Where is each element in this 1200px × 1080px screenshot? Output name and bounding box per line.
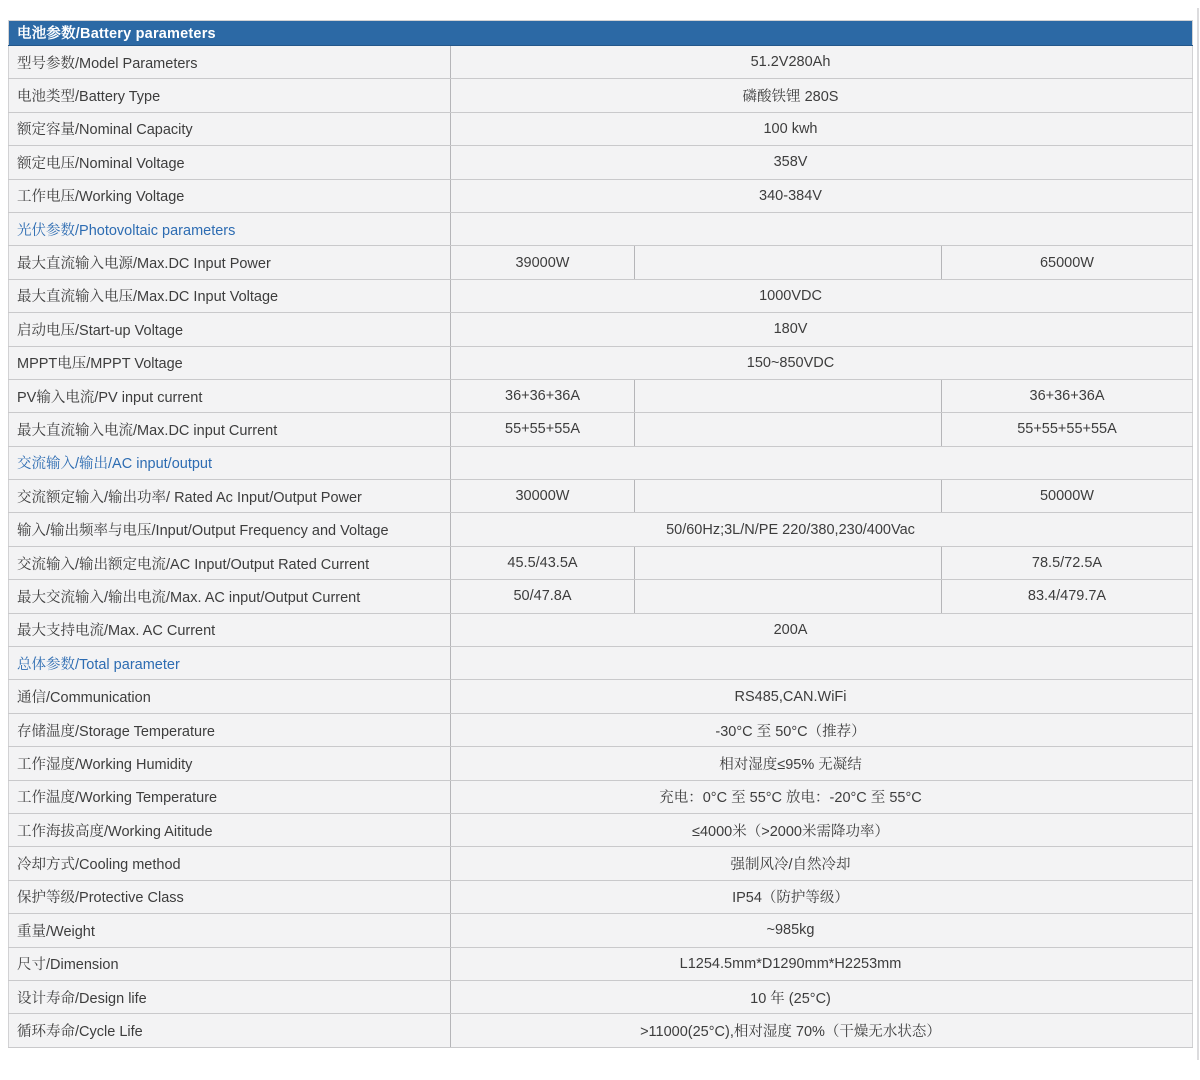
spec-value: 51.2V280Ah bbox=[451, 46, 1193, 79]
spec-value-left: 50/47.8A bbox=[451, 580, 635, 613]
spec-value-right: 83.4/479.7A bbox=[942, 580, 1193, 613]
spec-row bbox=[9, 580, 1193, 613]
spec-value: 10 年 (25°C) bbox=[451, 980, 1193, 1013]
spec-label: 输入/输出频率与电压/Input/Output Frequency and Voltage bbox=[9, 513, 451, 546]
spec-value-middle bbox=[635, 546, 942, 579]
spec-value-right: 78.5/72.5A bbox=[942, 546, 1193, 579]
spec-row bbox=[9, 413, 1193, 446]
spec-label: MPPT电压/MPPT Voltage bbox=[9, 346, 451, 379]
spec-row bbox=[9, 46, 1193, 79]
section-spacer bbox=[451, 647, 1193, 680]
spec-value-left: 36+36+36A bbox=[451, 379, 635, 412]
spec-row bbox=[9, 780, 1193, 813]
spec-row bbox=[9, 546, 1193, 579]
table-header-row bbox=[9, 21, 1193, 46]
spec-row bbox=[9, 179, 1193, 212]
spec-value-right: 50000W bbox=[942, 480, 1193, 513]
spec-row bbox=[9, 1014, 1193, 1047]
spec-value: 150~850VDC bbox=[451, 346, 1193, 379]
spec-value: 1000VDC bbox=[451, 279, 1193, 312]
spec-row bbox=[9, 379, 1193, 412]
spec-value-left: 30000W bbox=[451, 480, 635, 513]
spec-value: ~985kg bbox=[451, 914, 1193, 947]
spec-label: 最大直流输入电源/Max.DC Input Power bbox=[9, 246, 451, 279]
spec-value-middle bbox=[635, 379, 942, 412]
spec-label: 最大支持电流/Max. AC Current bbox=[9, 613, 451, 646]
spec-value: 100 kwh bbox=[451, 112, 1193, 145]
spec-value: IP54（防护等级） bbox=[451, 880, 1193, 913]
spec-row bbox=[9, 513, 1193, 546]
section-row bbox=[9, 446, 1193, 479]
spec-value-middle bbox=[635, 480, 942, 513]
spec-row bbox=[9, 747, 1193, 780]
spec-row bbox=[9, 346, 1193, 379]
spec-label: 工作温度/Working Temperature bbox=[9, 780, 451, 813]
spec-value-middle bbox=[635, 246, 942, 279]
spec-label: PV输入电流/PV input current bbox=[9, 379, 451, 412]
spec-value: L1254.5mm*D1290mm*H2253mm bbox=[451, 947, 1193, 980]
spec-label: 冷却方式/Cooling method bbox=[9, 847, 451, 880]
section-label: 总体参数/Total parameter bbox=[9, 647, 451, 680]
spec-value: 强制风冷/自然冷却 bbox=[451, 847, 1193, 880]
spec-value: 磷酸铁锂 280S bbox=[451, 79, 1193, 112]
spec-row bbox=[9, 947, 1193, 980]
spec-value: 358V bbox=[451, 146, 1193, 179]
spec-label: 额定电压/Nominal Voltage bbox=[9, 146, 451, 179]
spec-value-right: 55+55+55+55A bbox=[942, 413, 1193, 446]
spec-row bbox=[9, 813, 1193, 846]
spec-row bbox=[9, 146, 1193, 179]
spec-label: 最大直流输入电压/Max.DC Input Voltage bbox=[9, 279, 451, 312]
spec-label: 额定容量/Nominal Capacity bbox=[9, 112, 451, 145]
table-title: 电池参数/Battery parameters bbox=[9, 21, 1193, 46]
spec-value: 充电：0°C 至 55°C 放电：-20°C 至 55°C bbox=[451, 780, 1193, 813]
spec-label: 尺寸/Dimension bbox=[9, 947, 451, 980]
spec-value: 50/60Hz;3L/N/PE 220/380,230/400Vac bbox=[451, 513, 1193, 546]
spec-label: 工作湿度/Working Humidity bbox=[9, 747, 451, 780]
spec-row bbox=[9, 313, 1193, 346]
spec-row bbox=[9, 112, 1193, 145]
spec-value-left: 45.5/43.5A bbox=[451, 546, 635, 579]
spec-value-left: 55+55+55A bbox=[451, 413, 635, 446]
spec-row bbox=[9, 914, 1193, 947]
spec-row bbox=[9, 246, 1193, 279]
spec-row bbox=[9, 980, 1193, 1013]
spec-row bbox=[9, 480, 1193, 513]
spec-label: 最大直流输入电流/Max.DC input Current bbox=[9, 413, 451, 446]
spec-label: 最大交流输入/输出电流/Max. AC input/Output Current bbox=[9, 580, 451, 613]
spec-value-right: 65000W bbox=[942, 246, 1193, 279]
section-label: 交流输入/输出/AC input/output bbox=[9, 446, 451, 479]
spec-row bbox=[9, 713, 1193, 746]
spec-label: 工作海拔高度/Working Aititude bbox=[9, 813, 451, 846]
spec-label: 工作电压/Working Voltage bbox=[9, 179, 451, 212]
spec-label: 电池类型/Battery Type bbox=[9, 79, 451, 112]
spec-row bbox=[9, 613, 1193, 646]
spec-value: 相对湿度≤95% 无凝结 bbox=[451, 747, 1193, 780]
spec-value-right: 36+36+36A bbox=[942, 379, 1193, 412]
spec-label: 存储温度/Storage Temperature bbox=[9, 713, 451, 746]
spec-value: >11000(25°C),相对湿度 70%（干燥无水状态） bbox=[451, 1014, 1193, 1047]
spec-label: 型号参数/Model Parameters bbox=[9, 46, 451, 79]
spec-label: 通信/Communication bbox=[9, 680, 451, 713]
spec-value-middle bbox=[635, 413, 942, 446]
section-row bbox=[9, 212, 1193, 245]
spec-table-body bbox=[9, 46, 1193, 1048]
spec-label: 重量/Weight bbox=[9, 914, 451, 947]
spec-value: 180V bbox=[451, 313, 1193, 346]
spec-label: 交流额定输入/输出功率/ Rated Ac Input/Output Power bbox=[9, 480, 451, 513]
spec-value-middle bbox=[635, 580, 942, 613]
spec-value: 200A bbox=[451, 613, 1193, 646]
page-right-edge-line bbox=[1197, 8, 1199, 1060]
spec-label: 循环寿命/Cycle Life bbox=[9, 1014, 451, 1047]
spec-table bbox=[8, 20, 1193, 1048]
spec-value: ≤4000米（>2000米需降功率） bbox=[451, 813, 1193, 846]
spec-label: 启动电压/Start-up Voltage bbox=[9, 313, 451, 346]
spec-row bbox=[9, 279, 1193, 312]
spec-value-left: 39000W bbox=[451, 246, 635, 279]
section-label: 光伏参数/Photovoltaic parameters bbox=[9, 212, 451, 245]
spec-label: 交流输入/输出额定电流/AC Input/Output Rated Current bbox=[9, 546, 451, 579]
spec-row bbox=[9, 847, 1193, 880]
section-row bbox=[9, 647, 1193, 680]
section-spacer bbox=[451, 446, 1193, 479]
spec-row bbox=[9, 79, 1193, 112]
spec-value: -30°C 至 50°C（推荐） bbox=[451, 713, 1193, 746]
spec-row bbox=[9, 880, 1193, 913]
spec-row bbox=[9, 680, 1193, 713]
spec-label: 保护等级/Protective Class bbox=[9, 880, 451, 913]
spec-value: RS485,CAN.WiFi bbox=[451, 680, 1193, 713]
section-spacer bbox=[451, 212, 1193, 245]
spec-label: 设计寿命/Design life bbox=[9, 980, 451, 1013]
spec-value: 340-384V bbox=[451, 179, 1193, 212]
